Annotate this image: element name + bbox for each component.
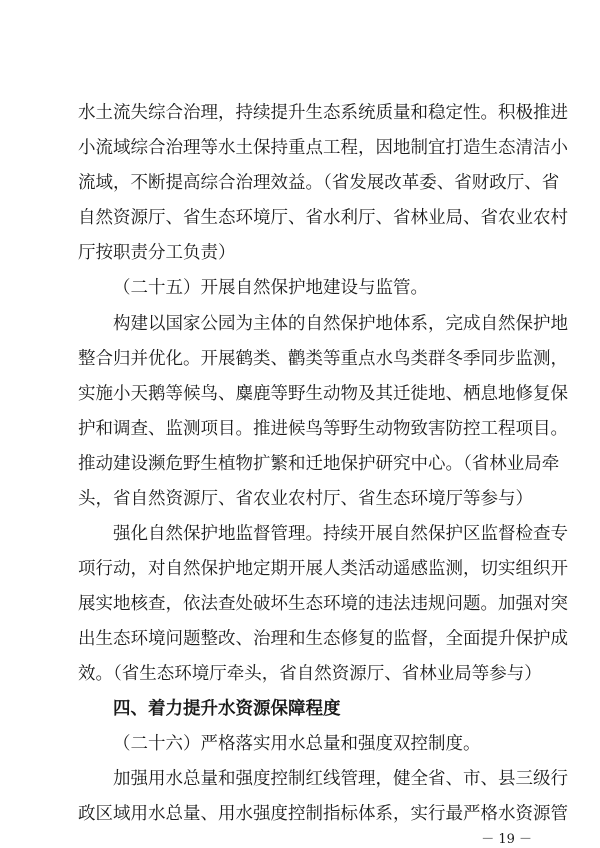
body-line: 厅按职责分工负责） [78,243,236,263]
body-line: 小流域综合治理等水土保持重点工程，因地制宜打造生态清洁小 [78,138,568,158]
body-line: 加强用水总量和强度控制红线管理，健全省、市、县三级行 [113,769,568,789]
body-line: 强化自然保护地监督管理。持续开展自然保护区监督检查专 [113,524,568,544]
body-line: 流域，不断提高综合治理效益。（省发展改革委、省财政厅、省 [78,173,560,193]
body-line: 实施小天鹅等候鸟、麋鹿等野生动物及其迁徙地、栖息地修复保 [78,384,568,404]
section-subheading: （二十五）开展自然保护地建设与监管。 [113,278,428,298]
body-line: 项行动，对自然保护地定期开展人类活动遥感监测，切实组织开 [78,559,568,579]
body-line: 整合归并优化。开展鹤类、鹳类等重点水鸟类群冬季同步监测， [78,349,568,369]
body-line: 政区域用水总量、用水强度控制指标体系，实行最严格水资源管 [78,804,568,824]
body-line: 水土流失综合治理，持续提升生态系统质量和稳定性。积极推进 [78,103,568,123]
page-number: － 19 － [481,832,532,847]
body-line: 头，省自然资源厅、省农业农村厅、省生态环境厅等参与） [78,489,533,509]
section-heading: 四、着力提升水资源保障程度 [113,699,341,719]
body-line: 推动建设濒危野生植物扩繁和迁地保护研究中心。（省林业局牵 [78,454,560,474]
body-line: 护和调查、监测项目。推进候鸟等野生动物致害防控工程项目。 [78,419,568,439]
body-line: 效。（省生态环境厅牵头，省自然资源厅、省林业局等参与） [78,664,542,684]
body-line: 出生态环境问题整改、治理和生态修复的监督，全面提升保护成 [78,629,568,649]
body-line: 自然资源厅、省生态环境厅、省水利厅、省林业局、省农业农村 [78,208,568,228]
body-line: 构建以国家公园为主体的自然保护地体系，完成自然保护地 [113,314,568,334]
body-line: 展实地核查，依法查处破坏生态环境的违法违规问题。加强对突 [78,594,568,614]
section-subheading: （二十六）严格落实用水总量和强度双控制度。 [113,734,481,754]
